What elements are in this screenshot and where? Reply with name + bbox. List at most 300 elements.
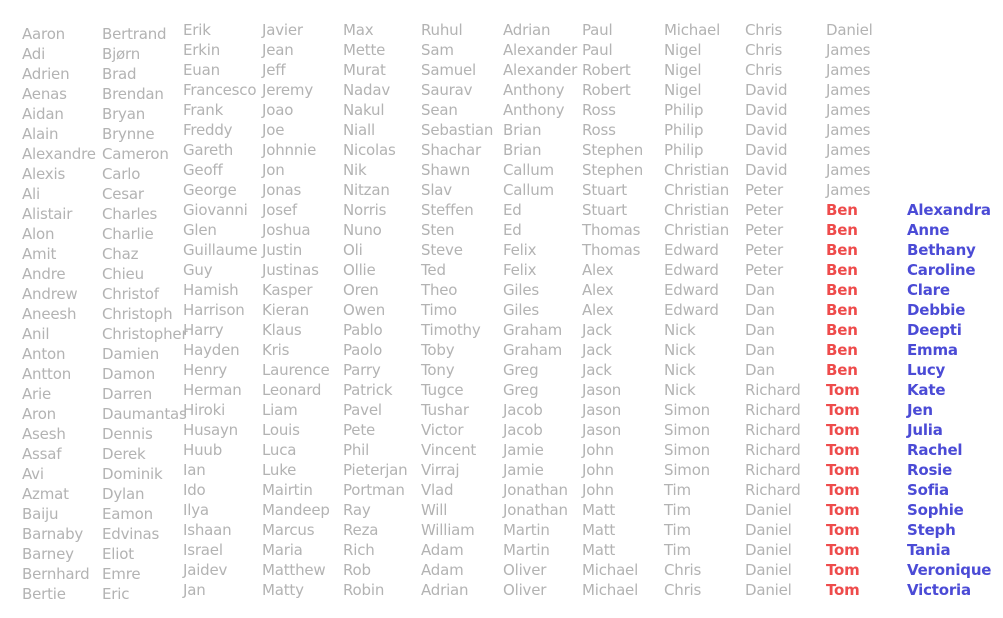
name-item: Richard <box>745 461 801 479</box>
name-item: Jeff <box>262 61 286 79</box>
name-item: Brad <box>102 65 137 83</box>
name-item: James <box>826 61 871 79</box>
name-item: Phil <box>343 441 370 459</box>
name-item: Jonathan <box>503 481 568 499</box>
name-item: Jacob <box>503 421 543 439</box>
name-item: Michael <box>582 581 639 599</box>
name-item: Aenas <box>22 85 67 103</box>
name-item: Avi <box>22 465 44 483</box>
name-item: Pavel <box>343 401 382 419</box>
name-item: Mette <box>343 41 386 59</box>
name-item: Simon <box>664 461 710 479</box>
name-item: Anthony <box>503 101 565 119</box>
name-item: Baiju <box>22 505 59 523</box>
name-item: Julia <box>907 421 943 439</box>
name-item: Shawn <box>421 161 470 179</box>
name-item: Felix <box>503 241 537 259</box>
name-item: Sebastian <box>421 121 494 139</box>
name-item: Michael <box>664 21 721 39</box>
name-item: Alain <box>22 125 59 143</box>
name-item: Nick <box>664 321 696 339</box>
name-item: Slav <box>421 181 452 199</box>
name-item: Chris <box>664 581 702 599</box>
name-item: Christian <box>664 161 730 179</box>
name-column-9 <box>664 20 750 600</box>
name-item: Andrew <box>22 285 78 303</box>
name-item: Rob <box>343 561 371 579</box>
name-item: Matt <box>582 501 616 519</box>
name-item: Dan <box>745 301 775 319</box>
name-item: Leonard <box>262 381 322 399</box>
name-item: Anil <box>22 325 50 343</box>
name-item: Peter <box>745 201 784 219</box>
name-item: Mairtin <box>262 481 313 499</box>
name-item: Jonathan <box>503 501 568 519</box>
name-item: Anton <box>22 345 66 363</box>
name-item: Sophie <box>907 501 964 519</box>
name-item: Tugce <box>421 381 464 399</box>
name-item: James <box>826 181 871 199</box>
name-item: Dennis <box>102 425 153 443</box>
name-item: Eric <box>102 585 130 603</box>
name-item: Mandeep <box>262 501 330 519</box>
name-item: Rich <box>343 541 375 559</box>
name-item: Dan <box>745 321 775 339</box>
name-item: Adrian <box>503 21 551 39</box>
name-item: Tushar <box>421 401 469 419</box>
name-item: Martin <box>503 521 550 539</box>
name-item: Simon <box>664 401 710 419</box>
name-item: Giovanni <box>183 201 248 219</box>
name-column-11 <box>826 20 912 200</box>
name-item: Liam <box>262 401 298 419</box>
name-item: Greg <box>503 361 539 379</box>
name-item: Kasper <box>262 281 313 299</box>
name-item: Reza <box>343 521 379 539</box>
name-item: Jack <box>582 321 612 339</box>
name-item: David <box>745 81 788 99</box>
name-item: Tom <box>826 541 860 559</box>
name-item: Matty <box>262 581 304 599</box>
name-item: Murat <box>343 61 386 79</box>
name-item: Jen <box>907 401 933 419</box>
name-item: Matt <box>582 521 616 539</box>
name-item: Laurence <box>262 361 330 379</box>
name-item: Kris <box>262 341 290 359</box>
name-item: Ido <box>183 481 206 499</box>
name-item: Christian <box>664 201 730 219</box>
name-item: Bertie <box>22 585 66 603</box>
name-item: Huub <box>183 441 223 459</box>
name-item: Aaron <box>22 25 65 43</box>
name-item: Tony <box>421 361 455 379</box>
name-item: Niall <box>343 121 375 139</box>
name-item: Giles <box>503 281 540 299</box>
name-item: Ted <box>421 261 446 279</box>
name-item: Nitzan <box>343 181 390 199</box>
name-item: Alex <box>582 301 614 319</box>
name-item: Tom <box>826 581 860 599</box>
name-item: Joshua <box>262 221 311 239</box>
name-item: Steve <box>421 241 463 259</box>
name-item: Sten <box>421 221 455 239</box>
name-item: Louis <box>262 421 300 439</box>
name-item: Rachel <box>907 441 963 459</box>
name-item: Tom <box>826 461 860 479</box>
name-column-2 <box>102 24 188 604</box>
name-column-1 <box>22 24 108 604</box>
name-item: Jaidev <box>183 561 228 579</box>
name-item: Richard <box>745 381 801 399</box>
name-item: Tom <box>826 401 860 419</box>
name-column-7 <box>503 20 589 600</box>
name-item: Dylan <box>102 485 145 503</box>
name-item: Paolo <box>343 341 383 359</box>
name-item: Jean <box>262 41 294 59</box>
name-item: Cesar <box>102 185 144 203</box>
name-item: Portman <box>343 481 405 499</box>
name-item: Tim <box>664 501 691 519</box>
name-item: George <box>183 181 237 199</box>
name-item: Geoff <box>183 161 223 179</box>
name-item: Brynne <box>102 125 155 143</box>
name-item: Emre <box>102 565 141 583</box>
name-item: Michael <box>582 561 639 579</box>
name-item: Philip <box>664 141 704 159</box>
name-item: Joe <box>262 121 285 139</box>
name-item: Christof <box>102 285 159 303</box>
name-item: Azmat <box>22 485 69 503</box>
name-item: James <box>826 41 871 59</box>
name-item: Daniel <box>745 541 792 559</box>
name-item: Nick <box>664 341 696 359</box>
name-item: Daniel <box>745 561 792 579</box>
name-item: Edward <box>664 301 719 319</box>
name-item: Oren <box>343 281 379 299</box>
name-item: Arie <box>22 385 52 403</box>
name-item: Alexis <box>22 165 66 183</box>
name-item: Samuel <box>421 61 477 79</box>
name-item: Anne <box>907 221 950 239</box>
name-item: Johnnie <box>262 141 317 159</box>
name-item: James <box>826 141 871 159</box>
name-item: Oli <box>343 241 363 259</box>
name-column-10 <box>745 20 831 600</box>
name-item: Nicolas <box>343 141 396 159</box>
name-item: Brian <box>503 141 542 159</box>
name-item: David <box>745 121 788 139</box>
name-item: Alon <box>22 225 55 243</box>
name-item: Damon <box>102 365 156 383</box>
name-item: Aron <box>22 405 56 423</box>
name-column-4 <box>262 20 348 600</box>
name-item: Jan <box>183 581 206 599</box>
name-item: Hiroki <box>183 401 226 419</box>
name-item: Caroline <box>907 261 976 279</box>
name-item: Sean <box>421 101 458 119</box>
name-item: Nakul <box>343 101 385 119</box>
name-item: Kate <box>907 381 946 399</box>
name-item: Shachar <box>421 141 481 159</box>
name-item: Jonas <box>262 181 302 199</box>
name-item: Chaz <box>102 245 139 263</box>
name-item: Nigel <box>664 61 702 79</box>
name-item: Stephen <box>582 161 643 179</box>
name-item: Graham <box>503 341 563 359</box>
name-item: Toby <box>421 341 455 359</box>
name-item: Will <box>421 501 448 519</box>
name-column-11-highlighted-red <box>826 200 912 600</box>
name-item: Owen <box>343 301 386 319</box>
name-item: Stuart <box>582 201 627 219</box>
name-item: Ben <box>826 221 858 239</box>
name-item: Oliver <box>503 561 547 579</box>
name-item: Debbie <box>907 301 966 319</box>
name-item: Paul <box>582 41 613 59</box>
name-item: Simon <box>664 421 710 439</box>
name-item: John <box>582 481 614 499</box>
name-item: Andre <box>22 265 66 283</box>
name-item: Tom <box>826 441 860 459</box>
name-item: Alexandra <box>907 201 991 219</box>
name-item: Sofia <box>907 481 949 499</box>
name-item: Thomas <box>582 241 641 259</box>
name-item: Tom <box>826 421 860 439</box>
name-item: Tom <box>826 381 860 399</box>
name-item: Robin <box>343 581 385 599</box>
name-item: Francesco <box>183 81 257 99</box>
name-item: James <box>826 121 871 139</box>
name-item: Saurav <box>421 81 473 99</box>
name-item: Emma <box>907 341 958 359</box>
name-item: Christopher <box>102 325 188 343</box>
name-item: Jason <box>582 381 622 399</box>
name-column-6 <box>421 20 507 600</box>
name-item: Maria <box>262 541 303 559</box>
name-item: Nigel <box>664 41 702 59</box>
name-item: Freddy <box>183 121 233 139</box>
name-item: Timo <box>421 301 457 319</box>
name-item: Timothy <box>421 321 481 339</box>
name-item: Stephen <box>582 141 643 159</box>
name-item: Alex <box>582 261 614 279</box>
name-item: Dan <box>745 341 775 359</box>
name-item: Tim <box>664 541 691 559</box>
name-item: Ben <box>826 341 858 359</box>
name-item: Glen <box>183 221 217 239</box>
name-item: Peter <box>745 261 784 279</box>
name-item: Vincent <box>421 441 477 459</box>
name-item: Marcus <box>262 521 315 539</box>
name-item: Justinas <box>262 261 319 279</box>
name-item: Ben <box>826 281 858 299</box>
name-item: Jon <box>262 161 285 179</box>
name-column-12-highlighted-blue <box>907 200 1003 600</box>
name-item: Alexandre <box>22 145 96 163</box>
name-item: Erik <box>183 21 211 39</box>
name-item: Jacob <box>503 401 543 419</box>
name-item: Chris <box>745 21 783 39</box>
name-item: Anthony <box>503 81 565 99</box>
name-item: Peter <box>745 181 784 199</box>
name-column-3 <box>183 20 269 600</box>
name-item: Dominik <box>102 465 163 483</box>
name-item: Josef <box>262 201 297 219</box>
name-item: Luke <box>262 461 297 479</box>
name-item: Tim <box>664 521 691 539</box>
name-item: Chris <box>745 61 783 79</box>
name-item: Erkin <box>183 41 221 59</box>
name-item: Pieterjan <box>343 461 408 479</box>
name-item: Paul <box>582 21 613 39</box>
name-item: Edward <box>664 241 719 259</box>
name-item: Jamie <box>503 461 544 479</box>
name-item: Tom <box>826 481 860 499</box>
name-column-5 <box>343 20 429 600</box>
name-item: Alexander <box>503 61 578 79</box>
name-item: Ben <box>826 301 858 319</box>
name-item: Christoph <box>102 305 173 323</box>
name-item: Matt <box>582 541 616 559</box>
name-item: Tom <box>826 521 860 539</box>
name-item: Norris <box>343 201 387 219</box>
name-item: Tim <box>664 481 691 499</box>
name-item: Aidan <box>22 105 64 123</box>
name-item: Barnaby <box>22 525 84 543</box>
name-item: Dan <box>745 281 775 299</box>
name-item: Chris <box>745 41 783 59</box>
name-item: Martin <box>503 541 550 559</box>
name-item: Ishaan <box>183 521 232 539</box>
name-item: Victoria <box>907 581 971 599</box>
name-item: Richard <box>745 401 801 419</box>
name-item: Cameron <box>102 145 169 163</box>
name-item: Javier <box>262 21 303 39</box>
name-item: John <box>582 461 614 479</box>
name-item: Nadav <box>343 81 391 99</box>
name-item: Charlie <box>102 225 154 243</box>
name-item: David <box>745 141 788 159</box>
name-item: Derek <box>102 445 146 463</box>
name-item: Daniel <box>745 581 792 599</box>
name-item: James <box>826 161 871 179</box>
name-item: Nuno <box>343 221 382 239</box>
name-item: Gareth <box>183 141 234 159</box>
name-item: Simon <box>664 441 710 459</box>
name-item: Parry <box>343 361 381 379</box>
name-item: Barney <box>22 545 74 563</box>
name-item: Ben <box>826 321 858 339</box>
name-item: Chris <box>664 561 702 579</box>
name-item: Herman <box>183 381 242 399</box>
name-item: Amit <box>22 245 57 263</box>
name-item: Guillaume <box>183 241 258 259</box>
name-item: Klaus <box>262 321 302 339</box>
name-item: Ed <box>503 221 522 239</box>
name-item: Graham <box>503 321 563 339</box>
name-item: Jack <box>582 361 612 379</box>
name-item: Tania <box>907 541 951 559</box>
name-item: Max <box>343 21 374 39</box>
name-item: Adam <box>421 541 464 559</box>
name-item: Deepti <box>907 321 962 339</box>
name-item: Daniel <box>745 521 792 539</box>
name-item: Assaf <box>22 445 62 463</box>
name-item: Rosie <box>907 461 953 479</box>
name-item: Bryan <box>102 105 146 123</box>
name-item: Felix <box>503 261 537 279</box>
name-item: Ross <box>582 101 616 119</box>
name-item: Brendan <box>102 85 164 103</box>
name-item: Philip <box>664 101 704 119</box>
name-item: Alex <box>582 281 614 299</box>
name-item: Hamish <box>183 281 239 299</box>
name-item: John <box>582 441 614 459</box>
name-item: Sam <box>421 41 454 59</box>
name-item: Bernhard <box>22 565 90 583</box>
name-item: Bethany <box>907 241 976 259</box>
name-item: Frank <box>183 101 224 119</box>
name-item: Ed <box>503 201 522 219</box>
name-item: Daumantas <box>102 405 187 423</box>
name-item: Adi <box>22 45 46 63</box>
name-item: Pablo <box>343 321 383 339</box>
name-item: Adrian <box>421 581 469 599</box>
name-item: Pete <box>343 421 376 439</box>
name-item: Ben <box>826 241 858 259</box>
name-item: Callum <box>503 161 554 179</box>
name-item: Peter <box>745 221 784 239</box>
name-item: Jeremy <box>262 81 314 99</box>
name-item: Callum <box>503 181 554 199</box>
name-item: Henry <box>183 361 228 379</box>
name-item: Dan <box>745 361 775 379</box>
name-item: James <box>826 101 871 119</box>
name-item: Steph <box>907 521 956 539</box>
name-item: Daniel <box>826 21 873 39</box>
name-item: Richard <box>745 441 801 459</box>
name-item: Jason <box>582 401 622 419</box>
name-item: Christian <box>664 181 730 199</box>
name-item: Husayn <box>183 421 238 439</box>
name-item: Tom <box>826 561 860 579</box>
name-item: Harry <box>183 321 224 339</box>
name-item: Steffen <box>421 201 474 219</box>
name-item: Ali <box>22 185 40 203</box>
name-item: Antton <box>22 365 72 383</box>
name-item: Oliver <box>503 581 547 599</box>
name-item: Kieran <box>262 301 309 319</box>
name-item: Adrien <box>22 65 70 83</box>
name-item: Robert <box>582 61 631 79</box>
name-item: Jason <box>582 421 622 439</box>
name-item: Daniel <box>745 501 792 519</box>
name-item: Alistair <box>22 205 73 223</box>
name-item: James <box>826 81 871 99</box>
name-item: Clare <box>907 281 950 299</box>
name-item: Adam <box>421 561 464 579</box>
name-item: Nigel <box>664 81 702 99</box>
name-item: Israel <box>183 541 223 559</box>
name-item: Tom <box>826 501 860 519</box>
name-item: Edward <box>664 281 719 299</box>
name-item: Harrison <box>183 301 245 319</box>
name-item: Hayden <box>183 341 240 359</box>
name-item: Richard <box>745 421 801 439</box>
name-item: Ollie <box>343 261 376 279</box>
name-item: Ross <box>582 121 616 139</box>
name-item: Eliot <box>102 545 134 563</box>
